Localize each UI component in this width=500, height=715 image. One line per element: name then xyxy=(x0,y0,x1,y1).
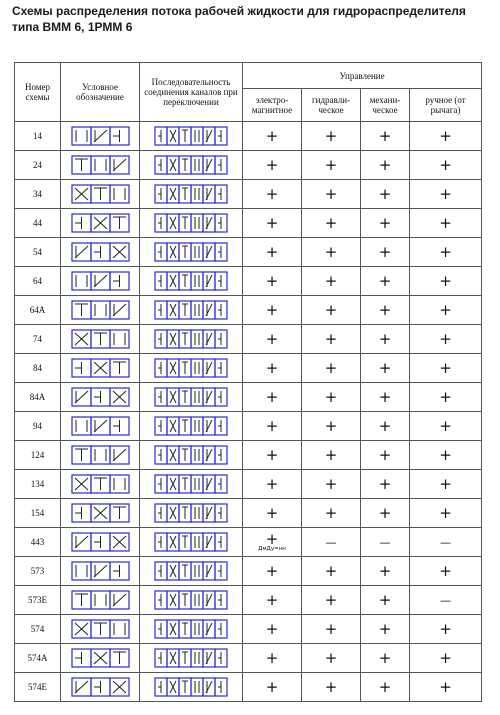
scheme-number: 84 xyxy=(15,354,61,383)
scheme-number: 574А xyxy=(15,644,61,673)
control-hydraulic-value: + xyxy=(324,446,338,464)
table-row xyxy=(15,325,482,354)
valve-symbol-icon xyxy=(71,184,130,204)
scheme-number: 64А xyxy=(15,296,61,325)
control-manual xyxy=(410,528,482,557)
scheme-sequence-cell xyxy=(140,354,243,383)
scheme-sequence-cell xyxy=(140,470,243,499)
control-electro xyxy=(243,470,302,499)
table-row xyxy=(15,615,482,644)
scheme-sequence-cell xyxy=(140,441,243,470)
valve-symbol-icon xyxy=(71,126,130,146)
scheme-symbol-cell xyxy=(61,644,140,673)
electro-note: ДмДу=нн xyxy=(258,546,286,552)
scheme-symbol-cell xyxy=(61,267,140,296)
scheme-number: 14 xyxy=(15,122,61,151)
scheme-symbol-cell xyxy=(61,615,140,644)
control-mechanical xyxy=(361,209,410,238)
switching-sequence-icon xyxy=(154,358,228,378)
control-hydraulic-value: + xyxy=(324,649,338,667)
control-electro-value: + xyxy=(265,591,279,609)
control-hydraulic-value: + xyxy=(324,127,338,145)
control-hydraulic xyxy=(302,296,361,325)
control-electro-value: + xyxy=(265,620,279,638)
control-mechanical xyxy=(361,267,410,296)
control-hydraulic-value: + xyxy=(324,475,338,493)
control-hydraulic-value: + xyxy=(324,214,338,232)
valve-symbol-icon xyxy=(71,300,130,320)
control-mechanical-value: + xyxy=(378,417,392,435)
control-manual xyxy=(410,180,482,209)
switching-sequence-icon xyxy=(154,590,228,610)
control-mechanical xyxy=(361,586,410,615)
control-mechanical xyxy=(361,238,410,267)
control-electro xyxy=(243,325,302,354)
scheme-number: 443 xyxy=(15,528,61,557)
control-mechanical-value: + xyxy=(378,214,392,232)
scheme-number: 124 xyxy=(15,441,61,470)
control-hydraulic xyxy=(302,644,361,673)
table-row xyxy=(15,296,482,325)
header-electro: электро-магнитное xyxy=(243,89,302,122)
control-hydraulic xyxy=(302,615,361,644)
control-hydraulic xyxy=(302,673,361,702)
control-hydraulic xyxy=(302,528,361,557)
control-hydraulic xyxy=(302,151,361,180)
control-hydraulic xyxy=(302,586,361,615)
control-hydraulic xyxy=(302,180,361,209)
control-electro xyxy=(243,528,302,557)
control-manual-value: + xyxy=(439,446,452,464)
control-hydraulic xyxy=(302,209,361,238)
control-hydraulic-value: + xyxy=(324,417,338,435)
scheme-sequence-cell xyxy=(140,557,243,586)
valve-symbol-icon xyxy=(71,358,130,378)
switching-sequence-icon xyxy=(154,271,228,291)
control-mechanical xyxy=(361,499,410,528)
control-hydraulic-value: + xyxy=(324,185,338,203)
scheme-symbol-cell xyxy=(61,441,140,470)
table-row xyxy=(15,586,482,615)
control-manual xyxy=(410,644,482,673)
switching-sequence-icon xyxy=(154,155,228,175)
control-hydraulic xyxy=(302,122,361,151)
control-electro xyxy=(243,180,302,209)
table-row xyxy=(15,441,482,470)
switching-sequence-icon xyxy=(154,387,228,407)
valve-symbol-icon xyxy=(71,532,130,552)
scheme-number: 573 xyxy=(15,557,61,586)
control-electro-value: + xyxy=(265,504,279,522)
table-row xyxy=(15,644,482,673)
scheme-sequence-cell xyxy=(140,122,243,151)
control-manual xyxy=(410,122,482,151)
switching-sequence-icon xyxy=(154,648,228,668)
control-electro xyxy=(243,238,302,267)
header-hydraulic: гидравли-ческое xyxy=(302,89,361,122)
control-electro xyxy=(243,296,302,325)
control-mechanical xyxy=(361,673,410,702)
scheme-number: 574Е xyxy=(15,673,61,702)
control-hydraulic-value: + xyxy=(324,388,338,406)
control-mechanical xyxy=(361,412,410,441)
page-title: Схемы распределения потока рабочей жидкости для гидрораспределителя типа ВММ 6, 1РММ 6 xyxy=(12,4,466,34)
control-manual-value: + xyxy=(439,678,452,696)
control-mechanical-value: + xyxy=(378,156,392,174)
scheme-number: 134 xyxy=(15,470,61,499)
control-manual xyxy=(410,615,482,644)
control-mechanical-value: + xyxy=(378,301,392,319)
control-electro-value: + xyxy=(265,417,279,435)
control-hydraulic xyxy=(302,470,361,499)
header-manual: ручное (от рычага) xyxy=(410,89,482,122)
control-manual xyxy=(410,412,482,441)
table-row xyxy=(15,557,482,586)
control-electro xyxy=(243,441,302,470)
scheme-symbol-cell xyxy=(61,180,140,209)
control-electro-value: + xyxy=(265,272,279,290)
control-manual xyxy=(410,354,482,383)
scheme-number: 94 xyxy=(15,412,61,441)
control-hydraulic-value: + xyxy=(324,359,338,377)
control-electro xyxy=(243,499,302,528)
control-electro xyxy=(243,383,302,412)
control-electro xyxy=(243,267,302,296)
table-row xyxy=(15,180,482,209)
scheme-number: 84А xyxy=(15,383,61,412)
scheme-symbol-cell xyxy=(61,499,140,528)
valve-symbol-icon xyxy=(71,677,130,697)
valve-symbol-icon xyxy=(71,590,130,610)
control-manual xyxy=(410,238,482,267)
control-hydraulic-value: + xyxy=(324,504,338,522)
control-hydraulic-value: + xyxy=(324,272,338,290)
control-hydraulic xyxy=(302,441,361,470)
table-row xyxy=(15,528,482,557)
switching-sequence-icon xyxy=(154,474,228,494)
scheme-sequence-cell xyxy=(140,238,243,267)
control-manual-value: + xyxy=(439,272,452,290)
control-manual xyxy=(410,151,482,180)
control-hydraulic xyxy=(302,267,361,296)
control-manual-value: + xyxy=(439,127,452,145)
valve-symbol-icon xyxy=(71,445,130,465)
header-control: Управление xyxy=(243,63,482,89)
control-manual xyxy=(410,499,482,528)
control-manual-value: + xyxy=(439,620,452,638)
control-manual xyxy=(410,296,482,325)
control-mechanical xyxy=(361,122,410,151)
scheme-sequence-cell xyxy=(140,586,243,615)
control-electro-value: + xyxy=(265,127,279,145)
control-hydraulic-value: + xyxy=(324,591,338,609)
control-mechanical xyxy=(361,470,410,499)
control-manual-value: + xyxy=(439,388,452,406)
control-electro-value: + xyxy=(265,678,279,696)
control-mechanical xyxy=(361,325,410,354)
control-hydraulic xyxy=(302,325,361,354)
control-manual-value: + xyxy=(439,330,452,348)
scheme-symbol-cell xyxy=(61,412,140,441)
valve-symbol-icon xyxy=(71,619,130,639)
switching-sequence-icon xyxy=(154,329,228,349)
scheme-number: 24 xyxy=(15,151,61,180)
table-row xyxy=(15,354,482,383)
table-row xyxy=(15,209,482,238)
control-mechanical xyxy=(361,557,410,586)
scheme-symbol-cell xyxy=(61,528,140,557)
scheme-sequence-cell xyxy=(140,325,243,354)
valve-symbol-icon xyxy=(71,503,130,523)
switching-sequence-icon xyxy=(154,213,228,233)
control-mechanical-value: + xyxy=(378,330,392,348)
valve-symbol-icon xyxy=(71,213,130,233)
control-hydraulic-value: + xyxy=(324,330,338,348)
control-hydraulic xyxy=(302,354,361,383)
control-manual-value: + xyxy=(439,562,452,580)
control-electro-value: + xyxy=(265,475,279,493)
scheme-sequence-cell xyxy=(140,615,243,644)
control-mechanical-value: + xyxy=(378,185,392,203)
control-mechanical-value: — xyxy=(379,535,391,549)
control-electro-value: + xyxy=(265,530,279,548)
switching-sequence-icon xyxy=(154,619,228,639)
control-electro-value: + xyxy=(265,446,279,464)
control-manual-value: + xyxy=(439,359,452,377)
control-manual xyxy=(410,470,482,499)
scheme-symbol-cell xyxy=(61,209,140,238)
control-hydraulic xyxy=(302,238,361,267)
control-hydraulic-value: + xyxy=(324,243,338,261)
control-electro xyxy=(243,122,302,151)
control-electro-value: + xyxy=(265,301,279,319)
switching-sequence-icon xyxy=(154,184,228,204)
scheme-symbol-cell xyxy=(61,151,140,180)
control-electro xyxy=(243,644,302,673)
control-mechanical-value: + xyxy=(378,272,392,290)
table-row xyxy=(15,122,482,151)
control-electro xyxy=(243,354,302,383)
switching-sequence-icon xyxy=(154,532,228,552)
control-manual xyxy=(410,325,482,354)
table-row xyxy=(15,412,482,441)
control-electro xyxy=(243,673,302,702)
scheme-symbol-cell xyxy=(61,296,140,325)
control-electro-value: + xyxy=(265,330,279,348)
scheme-number: 34 xyxy=(15,180,61,209)
control-hydraulic-value: + xyxy=(324,301,338,319)
control-electro-value: + xyxy=(265,214,279,232)
switching-sequence-icon xyxy=(154,300,228,320)
scheme-number: 44 xyxy=(15,209,61,238)
scheme-number: 74 xyxy=(15,325,61,354)
control-mechanical xyxy=(361,615,410,644)
control-mechanical xyxy=(361,383,410,412)
control-manual-value: — xyxy=(440,593,451,607)
scheme-symbol-cell xyxy=(61,122,140,151)
scheme-sequence-cell xyxy=(140,412,243,441)
control-manual-value: + xyxy=(439,301,452,319)
control-electro xyxy=(243,557,302,586)
control-electro-value: + xyxy=(265,649,279,667)
table-row xyxy=(15,238,482,267)
scheme-number: 54 xyxy=(15,238,61,267)
scheme-sequence-cell xyxy=(140,180,243,209)
control-mechanical xyxy=(361,180,410,209)
control-manual-value: + xyxy=(439,649,452,667)
valve-symbol-icon xyxy=(71,648,130,668)
valve-symbol-icon xyxy=(71,474,130,494)
control-hydraulic-value: — xyxy=(325,535,337,549)
table-row xyxy=(15,151,482,180)
table-row xyxy=(15,470,482,499)
scheme-symbol-cell xyxy=(61,354,140,383)
control-electro xyxy=(243,209,302,238)
header-symbol: Условное обозначение xyxy=(61,63,140,122)
valve-symbol-icon xyxy=(71,387,130,407)
control-manual xyxy=(410,267,482,296)
valve-symbol-icon xyxy=(71,271,130,291)
control-manual xyxy=(410,383,482,412)
control-mechanical-value: + xyxy=(378,562,392,580)
control-mechanical-value: + xyxy=(378,475,392,493)
control-mechanical-value: + xyxy=(378,591,392,609)
control-manual xyxy=(410,557,482,586)
switching-sequence-icon xyxy=(154,677,228,697)
switching-sequence-icon xyxy=(154,242,228,262)
switching-sequence-icon xyxy=(154,445,228,465)
control-manual-value: + xyxy=(439,185,452,203)
control-mechanical-value: + xyxy=(378,504,392,522)
valve-symbol-icon xyxy=(71,561,130,581)
scheme-symbol-cell xyxy=(61,557,140,586)
scheme-sequence-cell xyxy=(140,267,243,296)
control-mechanical xyxy=(361,151,410,180)
control-hydraulic xyxy=(302,383,361,412)
control-manual xyxy=(410,586,482,615)
control-manual xyxy=(410,209,482,238)
control-electro-value: + xyxy=(265,388,279,406)
control-mechanical-value: + xyxy=(378,678,392,696)
control-hydraulic xyxy=(302,557,361,586)
control-electro xyxy=(243,615,302,644)
table-row xyxy=(15,267,482,296)
control-mechanical xyxy=(361,644,410,673)
control-manual-value: + xyxy=(439,243,452,261)
scheme-symbol-cell xyxy=(61,325,140,354)
switching-sequence-icon xyxy=(154,561,228,581)
control-mechanical xyxy=(361,354,410,383)
valve-symbol-icon xyxy=(71,242,130,262)
control-manual-value: — xyxy=(440,535,451,549)
scheme-number: 574 xyxy=(15,615,61,644)
control-mechanical-value: + xyxy=(378,446,392,464)
valve-symbol-icon xyxy=(71,329,130,349)
control-hydraulic xyxy=(302,499,361,528)
control-hydraulic-value: + xyxy=(324,678,338,696)
scheme-sequence-cell xyxy=(140,151,243,180)
control-mechanical-value: + xyxy=(378,243,392,261)
control-mechanical xyxy=(361,296,410,325)
table-row xyxy=(15,383,482,412)
scheme-symbol-cell xyxy=(61,383,140,412)
control-manual xyxy=(410,441,482,470)
scheme-sequence-cell xyxy=(140,528,243,557)
control-electro xyxy=(243,151,302,180)
switching-sequence-icon xyxy=(154,503,228,523)
control-electro-value: + xyxy=(265,156,279,174)
control-manual-value: + xyxy=(439,156,452,174)
scheme-symbol-cell xyxy=(61,586,140,615)
control-mechanical-value: + xyxy=(378,388,392,406)
control-hydraulic-value: + xyxy=(324,562,338,580)
scheme-sequence-cell xyxy=(140,209,243,238)
header-mechanical: механи-ческое xyxy=(361,89,410,122)
control-electro-value: + xyxy=(265,185,279,203)
table-row xyxy=(15,673,482,702)
control-mechanical-value: + xyxy=(378,359,392,377)
control-mechanical xyxy=(361,441,410,470)
control-hydraulic-value: + xyxy=(324,620,338,638)
control-mechanical-value: + xyxy=(378,649,392,667)
valve-symbol-icon xyxy=(71,416,130,436)
scheme-symbol-cell xyxy=(61,470,140,499)
header-sequence: Последовательность соединения каналов при переключении xyxy=(140,63,243,122)
scheme-sequence-cell xyxy=(140,644,243,673)
header-number: Номер схемы xyxy=(15,63,61,122)
control-hydraulic-value: + xyxy=(324,156,338,174)
switching-sequence-icon xyxy=(154,416,228,436)
control-mechanical-value: + xyxy=(378,620,392,638)
control-manual-value: + xyxy=(439,475,452,493)
control-manual-value: + xyxy=(439,214,452,232)
scheme-sequence-cell xyxy=(140,296,243,325)
scheme-number: 154 xyxy=(15,499,61,528)
control-electro-value: + xyxy=(265,243,279,261)
control-mechanical xyxy=(361,528,410,557)
control-electro xyxy=(243,586,302,615)
table-row xyxy=(15,499,482,528)
control-mechanical-value: + xyxy=(378,127,392,145)
control-manual-value: + xyxy=(439,417,452,435)
control-hydraulic xyxy=(302,412,361,441)
control-manual-value: + xyxy=(439,504,452,522)
scheme-sequence-cell xyxy=(140,383,243,412)
switching-sequence-icon xyxy=(154,126,228,146)
scheme-sequence-cell xyxy=(140,499,243,528)
scheme-sequence-cell xyxy=(140,673,243,702)
scheme-number: 64 xyxy=(15,267,61,296)
valve-symbol-icon xyxy=(71,155,130,175)
control-electro xyxy=(243,412,302,441)
schemes-table xyxy=(14,62,482,702)
control-electro-value: + xyxy=(265,562,279,580)
scheme-number: 573Е xyxy=(15,586,61,615)
control-manual xyxy=(410,673,482,702)
scheme-symbol-cell xyxy=(61,673,140,702)
scheme-symbol-cell xyxy=(61,238,140,267)
control-electro-value: + xyxy=(265,359,279,377)
